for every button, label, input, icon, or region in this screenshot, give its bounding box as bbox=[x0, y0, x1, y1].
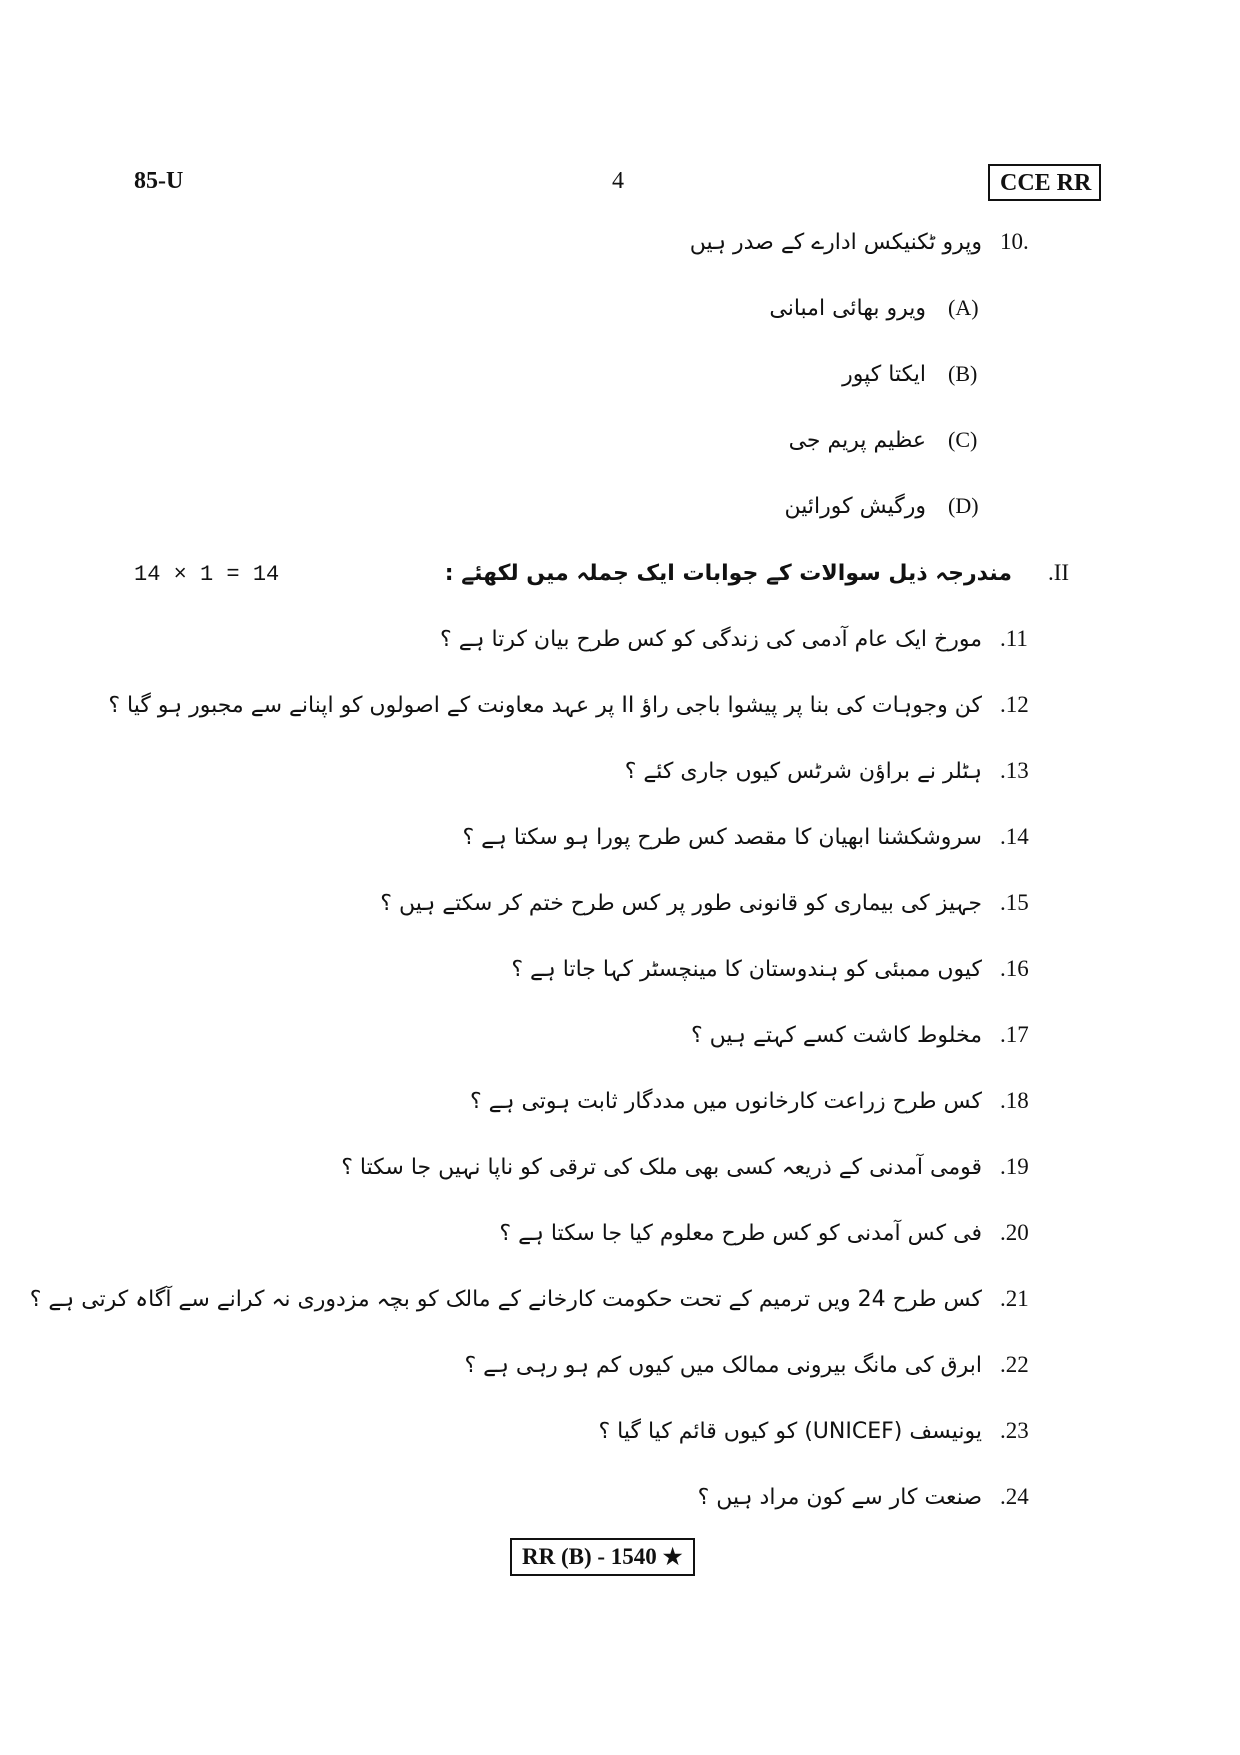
question-20 bbox=[499, 1213, 1046, 1253]
option-b bbox=[842, 354, 988, 394]
question-number: .12 bbox=[1000, 692, 1029, 717]
question-text: کیوں ممبئی کو ہندوستان کا مینچسٹر کہا جاتا ہے ؟ bbox=[511, 956, 982, 982]
question-number: .23 bbox=[1000, 1418, 1029, 1443]
option-label: (C) bbox=[948, 427, 978, 452]
question-13 bbox=[625, 751, 1046, 791]
question-text: جہیز کی بیماری کو قانونی طور پر کس طرح ختم کر سکتے ہیں ؟ bbox=[380, 890, 982, 916]
question-number: .15 bbox=[1000, 890, 1029, 915]
option-text: عظیم پریم جی bbox=[788, 427, 926, 453]
question-text: فی کس آمدنی کو کس طرح معلوم کیا جا سکتا ہے ؟ bbox=[499, 1220, 982, 1246]
question-text: کن وجوہات کی بنا پر پیشوا باجی راؤ II پر عہد معاونت کے اصولوں کو اپنانے سے مجبور ہو گیا ؟ bbox=[108, 692, 982, 718]
exam-code-box: CCE RR bbox=[988, 164, 1101, 201]
question-22 bbox=[464, 1345, 1046, 1385]
question-number: .19 bbox=[1000, 1154, 1029, 1179]
option-label: (D) bbox=[948, 493, 979, 518]
question-16 bbox=[511, 949, 1046, 989]
paper-code: 85-U bbox=[134, 168, 184, 194]
question-text: ہٹلر نے براؤن شرٹس کیوں جاری کئے ؟ bbox=[624, 758, 982, 784]
option-a bbox=[769, 288, 988, 328]
question-text: سروشکشنا ابھیان کا مقصد کس طرح پورا ہو سکتا ہے ؟ bbox=[462, 824, 982, 850]
question-number: .22 bbox=[1000, 1352, 1029, 1377]
page-number: 4 bbox=[612, 168, 624, 194]
question-19 bbox=[341, 1147, 1046, 1187]
section-heading bbox=[445, 553, 1098, 593]
star-icon: ★ bbox=[662, 1544, 683, 1569]
question-24 bbox=[698, 1477, 1046, 1517]
option-text: ورگیش کورائین bbox=[784, 493, 926, 519]
section-number: .II bbox=[1048, 560, 1070, 585]
footer-code-box bbox=[510, 1538, 695, 1576]
option-label: (B) bbox=[948, 361, 978, 386]
question-number: .21 bbox=[1000, 1286, 1029, 1311]
question-18 bbox=[470, 1081, 1046, 1121]
question-text: وپرو ٹکنیکس ادارے کے صدر ہیں bbox=[689, 229, 982, 255]
question-text: کس طرح 24 ویں ترمیم کے تحت حکومت کارخانے کے مالک کو بچہ مزدوری نہ کرانے سے آگاہ کرتی ہے ؟ bbox=[29, 1286, 982, 1312]
question-text: ابرق کی مانگ بیرونی ممالک میں کیوں کم ہو رہی ہے ؟ bbox=[464, 1352, 982, 1378]
question-number: 10. bbox=[1000, 229, 1029, 254]
question-17 bbox=[691, 1015, 1046, 1055]
question-text: یونیسف (UNICEF) کو کیوں قائم کیا گیا ؟ bbox=[598, 1418, 982, 1444]
question-number: .24 bbox=[1000, 1484, 1029, 1509]
question-number: .11 bbox=[1000, 626, 1028, 651]
question-23 bbox=[598, 1411, 1046, 1451]
option-c bbox=[789, 420, 988, 460]
question-number: .14 bbox=[1000, 824, 1029, 849]
question-number: .13 bbox=[1000, 758, 1029, 783]
question-number: .20 bbox=[1000, 1220, 1029, 1245]
question-number: .18 bbox=[1000, 1088, 1029, 1113]
question-15 bbox=[380, 883, 1046, 923]
question-12 bbox=[108, 685, 1046, 725]
section-title: مندرجہ ذیل سوالات کے جوابات ایک جملہ میں لکھئے : bbox=[444, 560, 1012, 586]
option-text: ایکتا کپور bbox=[842, 361, 926, 387]
question-text: مخلوط کاشت کسے کہتے ہیں ؟ bbox=[691, 1022, 982, 1048]
option-text: ویرو بھائی امبانی bbox=[769, 295, 926, 321]
question-10 bbox=[690, 222, 1046, 262]
option-label: (A) bbox=[948, 295, 979, 320]
section-marks: 14 × 1 = 14 bbox=[134, 562, 280, 587]
footer-code: RR (B) - 1540 bbox=[522, 1544, 657, 1569]
question-21 bbox=[30, 1279, 1046, 1319]
question-text: قومی آمدنی کے ذریعہ کسی بھی ملک کی ترقی کو ناپا نہیں جا سکتا ؟ bbox=[341, 1154, 982, 1180]
question-14 bbox=[462, 817, 1046, 857]
question-text: صنعت کار سے کون مراد ہیں ؟ bbox=[697, 1484, 982, 1510]
question-number: .17 bbox=[1000, 1022, 1029, 1047]
option-d bbox=[785, 486, 989, 526]
question-text: کس طرح زراعت کارخانوں میں مددگار ثابت ہوتی ہے ؟ bbox=[470, 1088, 982, 1114]
question-11 bbox=[440, 619, 1046, 659]
question-number: .16 bbox=[1000, 956, 1029, 981]
question-text: مورخ ایک عام آدمی کی زندگی کو کس طرح بیان کرتا ہے ؟ bbox=[440, 626, 982, 652]
